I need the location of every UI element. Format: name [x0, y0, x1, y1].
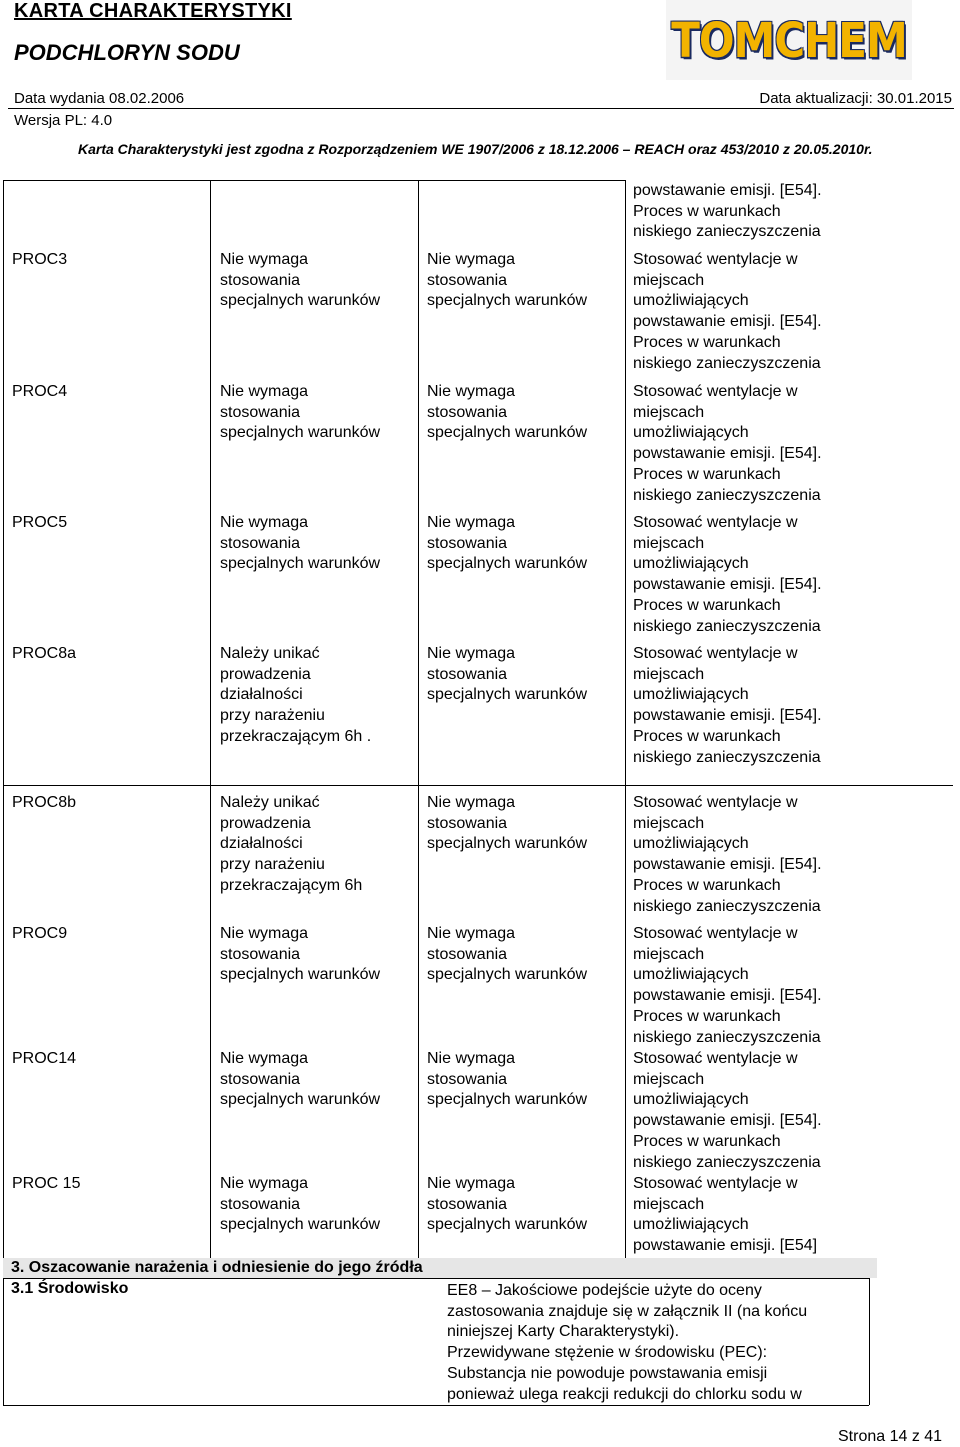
- ventilation-cell-line: Proces w warunkach: [633, 1132, 781, 1150]
- ventilation-cell-line: powstawanie emisji. [E54].: [633, 1112, 822, 1130]
- ventilation-cell: [633, 382, 822, 506]
- risk-measure-cell-line: stosowania: [427, 665, 508, 683]
- risk-measure-cell: [427, 1174, 587, 1236]
- ventilation-cell-line: powstawanie emisji. [E54].: [633, 313, 822, 331]
- ventilation-cell-line: powstawanie emisji. [E54]: [633, 1237, 818, 1255]
- worker-condition-cell-line: specjalnych warunków: [220, 966, 381, 984]
- worker-condition-cell-line: specjalnych warunków: [220, 1216, 381, 1234]
- environment-text-line: zastosowania znajduje się w załącznik II (na końcu: [447, 1302, 808, 1320]
- risk-measure-cell-line: Nie wymaga: [427, 1175, 516, 1192]
- continuation-cell: [633, 181, 822, 243]
- worker-condition-cell-line: stosowania: [220, 945, 301, 963]
- risk-measure-cell-line: Nie wymaga: [427, 794, 516, 811]
- ventilation-cell: [633, 793, 822, 917]
- worker-condition-cell-line: przy narażeniu: [220, 707, 325, 725]
- risk-measure-cell-line: specjalnych warunków: [427, 835, 588, 853]
- ventilation-cell-line: Stosować wentylacje w: [633, 251, 798, 268]
- worker-condition-cell-line: przekraczającym 6h .: [220, 727, 372, 745]
- worker-condition-cell-line: Nie wymaga: [220, 251, 309, 268]
- risk-measure-cell: [427, 644, 587, 706]
- worker-condition-cell-line: Należy unikać: [220, 645, 320, 662]
- risk-measure-cell-line: Nie wymaga: [427, 514, 516, 531]
- ventilation-cell-line: niskiego zanieczyszczenia: [633, 897, 821, 915]
- worker-condition-cell: [220, 513, 380, 575]
- ventilation-cell-line: Proces w warunkach: [633, 596, 781, 614]
- risk-measure-cell-line: stosowania: [427, 403, 508, 421]
- column-divider: [418, 180, 419, 1258]
- version: Wersja PL: 4.0: [14, 112, 113, 129]
- risk-measure-cell-line: stosowania: [427, 1070, 508, 1088]
- table-right-border: [869, 1258, 870, 1405]
- issue-date: Data wydania 08.02.2006: [14, 90, 185, 107]
- ventilation-cell-line: powstawanie emisji. [E54].: [633, 856, 822, 874]
- ventilation-cell-line: Proces w warunkach: [633, 465, 781, 483]
- company-logo: TOMCHEM: [666, 0, 912, 80]
- worker-condition-cell: [220, 793, 362, 897]
- proc-code: PROC8b: [12, 794, 77, 811]
- risk-measure-cell-line: Nie wymaga: [427, 383, 516, 400]
- ventilation-cell: [633, 250, 822, 374]
- risk-measure-cell-line: Nie wymaga: [427, 645, 516, 662]
- table-top-border: [3, 180, 625, 181]
- risk-measure-cell-line: Nie wymaga: [427, 251, 516, 268]
- proc-code: PROC9: [12, 925, 68, 942]
- ventilation-cell-line: powstawanie emisji. [E54].: [633, 987, 822, 1005]
- ventilation-cell-line: miejscach: [633, 814, 705, 832]
- ventilation-cell: [633, 513, 822, 637]
- proc-code: PROC 15: [12, 1175, 81, 1192]
- ventilation-cell: [633, 924, 822, 1048]
- ventilation-cell-line: Stosować wentylacje w: [633, 383, 798, 400]
- risk-measure-cell-line: stosowania: [427, 1195, 508, 1213]
- risk-measure-cell: [427, 793, 587, 855]
- ventilation-cell-line: niskiego zanieczyszczenia: [633, 748, 821, 766]
- risk-measure-cell: [427, 924, 587, 986]
- ventilation-cell-line: Proces w warunkach: [633, 1007, 781, 1025]
- ventilation-cell-line: umożliwiających: [633, 424, 749, 442]
- risk-measure-cell: [427, 513, 587, 575]
- ventilation-cell-line: Proces w warunkach: [633, 727, 781, 745]
- ventilation-cell-line: Proces w warunkach: [633, 333, 781, 351]
- proc-code: PROC14: [12, 1050, 77, 1067]
- environment-text-line: EE8 – Jakościowe podejście użyte do oceny: [447, 1282, 762, 1299]
- risk-measure-cell-line: specjalnych warunków: [427, 966, 588, 984]
- worker-condition-cell-line: prowadzenia: [220, 665, 311, 683]
- worker-condition-cell: [220, 924, 380, 986]
- ventilation-cell-line: miejscach: [633, 271, 705, 289]
- worker-condition-cell-line: stosowania: [220, 1195, 301, 1213]
- ventilation-cell-line: umożliwiających: [633, 555, 749, 573]
- product-name: PODCHLORYN SODU: [14, 40, 240, 65]
- ventilation-cell-line: miejscach: [633, 534, 705, 552]
- proc-code: PROC3: [12, 251, 68, 268]
- continuation-cell-line: niskiego zanieczyszczenia: [633, 223, 821, 241]
- worker-condition-cell-line: stosowania: [220, 271, 301, 289]
- ventilation-cell-line: miejscach: [633, 403, 705, 421]
- worker-condition-cell-line: stosowania: [220, 534, 301, 552]
- risk-measure-cell-line: specjalnych warunków: [427, 1091, 588, 1109]
- ventilation-cell: [633, 644, 822, 768]
- ventilation-cell-line: Stosować wentylacje w: [633, 645, 798, 662]
- worker-condition-cell-line: działalności: [220, 835, 303, 853]
- worker-condition-cell-line: działalności: [220, 686, 303, 704]
- environment-text: [447, 1281, 807, 1405]
- risk-measure-cell-line: specjalnych warunków: [427, 686, 588, 704]
- risk-measure-cell-line: specjalnych warunków: [427, 555, 588, 573]
- proc-code: PROC5: [12, 514, 68, 531]
- worker-condition-cell-line: Nie wymaga: [220, 514, 309, 531]
- ventilation-cell-line: powstawanie emisji. [E54].: [633, 707, 822, 725]
- section-3-heading: 3. Oszacowanie narażenia i odniesienie do jego źródła: [3, 1258, 877, 1278]
- ventilation-cell-line: Stosować wentylacje w: [633, 1050, 798, 1067]
- worker-condition-cell-line: Nie wymaga: [220, 1050, 309, 1067]
- risk-measure-cell-line: stosowania: [427, 814, 508, 832]
- column-divider: [210, 180, 211, 1258]
- ventilation-cell-line: umożliwiających: [633, 835, 749, 853]
- risk-measure-cell-line: Nie wymaga: [427, 1050, 516, 1067]
- worker-condition-cell-line: Nie wymaga: [220, 383, 309, 400]
- ventilation-cell-line: miejscach: [633, 945, 705, 963]
- worker-condition-cell-line: Nie wymaga: [220, 925, 309, 942]
- update-date: Data aktualizacji: 30.01.2015: [759, 90, 952, 107]
- header-divider: [8, 108, 954, 109]
- risk-measure-cell: [427, 250, 587, 312]
- page-number: Strona 14 z 41: [838, 1428, 943, 1445]
- risk-measure-cell-line: stosowania: [427, 945, 508, 963]
- ventilation-cell-line: niskiego zanieczyszczenia: [633, 1153, 821, 1171]
- proc-code: PROC8a: [12, 645, 77, 662]
- risk-measure-cell: [427, 382, 587, 444]
- ventilation-cell-line: miejscach: [633, 1070, 705, 1088]
- ventilation-cell-line: umożliwiających: [633, 292, 749, 310]
- environment-text-line: Przewidywane stężenie w środowisku (PEC):: [447, 1344, 768, 1362]
- ventilation-cell-line: niskiego zanieczyszczenia: [633, 486, 821, 504]
- worker-condition-cell-line: przekraczającym 6h: [220, 876, 363, 894]
- column-divider: [625, 180, 626, 1258]
- worker-condition-cell-line: specjalnych warunków: [220, 424, 381, 442]
- ventilation-cell-line: powstawanie emisji. [E54].: [633, 576, 822, 594]
- worker-condition-cell-line: specjalnych warunków: [220, 1091, 381, 1109]
- ventilation-cell-line: miejscach: [633, 1195, 705, 1213]
- worker-condition-cell-line: specjalnych warunków: [220, 555, 381, 573]
- ventilation-cell-line: umożliwiających: [633, 966, 749, 984]
- continuation-cell-line: Proces w warunkach: [633, 202, 781, 220]
- worker-condition-cell-line: stosowania: [220, 1070, 301, 1088]
- environment-text-line: ponieważ ulega reakcji redukcji do chlorku sodu w: [447, 1385, 802, 1403]
- worker-condition-cell: [220, 1174, 380, 1236]
- ventilation-cell-line: powstawanie emisji. [E54].: [633, 445, 822, 463]
- worker-condition-cell-line: prowadzenia: [220, 814, 311, 832]
- worker-condition-cell-line: Należy unikać: [220, 794, 320, 811]
- ventilation-cell-line: umożliwiających: [633, 686, 749, 704]
- worker-condition-cell: [220, 1049, 380, 1111]
- page-break-line: [3, 785, 953, 786]
- worker-condition-cell-line: stosowania: [220, 403, 301, 421]
- ventilation-cell: [633, 1174, 817, 1257]
- continuation-cell-line: powstawanie emisji. [E54].: [633, 182, 822, 199]
- ventilation-cell-line: niskiego zanieczyszczenia: [633, 617, 821, 635]
- ventilation-cell-line: Stosować wentylacje w: [633, 925, 798, 942]
- ventilation-cell-line: umożliwiających: [633, 1216, 749, 1234]
- ventilation-cell-line: umożliwiających: [633, 1091, 749, 1109]
- environment-text-line: niniejszej Karty Charakterystyki).: [447, 1323, 680, 1341]
- risk-measure-cell-line: specjalnych warunków: [427, 1216, 588, 1234]
- risk-measure-cell-line: specjalnych warunków: [427, 292, 588, 310]
- worker-condition-cell: [220, 644, 371, 748]
- regulation-note: Karta Charakterystyki jest zgodna z Rozporządzeniem WE 1907/2006 z 18.12.2006 – REACH oraz 453/2010 z 20.05.2010r.: [78, 141, 873, 157]
- ventilation-cell-line: miejscach: [633, 665, 705, 683]
- ventilation-cell-line: Proces w warunkach: [633, 876, 781, 894]
- ventilation-cell: [633, 1049, 822, 1173]
- environment-text-line: Substancja nie powoduje powstawania emisji: [447, 1364, 768, 1382]
- worker-condition-cell-line: przy narażeniu: [220, 856, 325, 874]
- worker-condition-cell-line: specjalnych warunków: [220, 292, 381, 310]
- table-left-border: [3, 180, 4, 1405]
- proc-code: PROC4: [12, 383, 68, 400]
- worker-condition-cell: [220, 250, 380, 312]
- section-3-1-heading: 3.1 Środowisko: [11, 1280, 129, 1297]
- risk-measure-cell-line: specjalnych warunków: [427, 424, 588, 442]
- worker-condition-cell: [220, 382, 380, 444]
- risk-measure-cell: [427, 1049, 587, 1111]
- ventilation-cell-line: niskiego zanieczyszczenia: [633, 354, 821, 372]
- document-title: KARTA CHARAKTERYSTYKI: [14, 0, 292, 22]
- risk-measure-cell-line: Nie wymaga: [427, 925, 516, 942]
- ventilation-cell-line: Stosować wentylacje w: [633, 794, 798, 811]
- ventilation-cell-line: Stosować wentylacje w: [633, 514, 798, 531]
- risk-measure-cell-line: stosowania: [427, 271, 508, 289]
- ventilation-cell-line: Stosować wentylacje w: [633, 1175, 798, 1192]
- ventilation-cell-line: niskiego zanieczyszczenia: [633, 1028, 821, 1046]
- worker-condition-cell-line: Nie wymaga: [220, 1175, 309, 1192]
- section-divider: [3, 1278, 869, 1279]
- risk-measure-cell-line: stosowania: [427, 534, 508, 552]
